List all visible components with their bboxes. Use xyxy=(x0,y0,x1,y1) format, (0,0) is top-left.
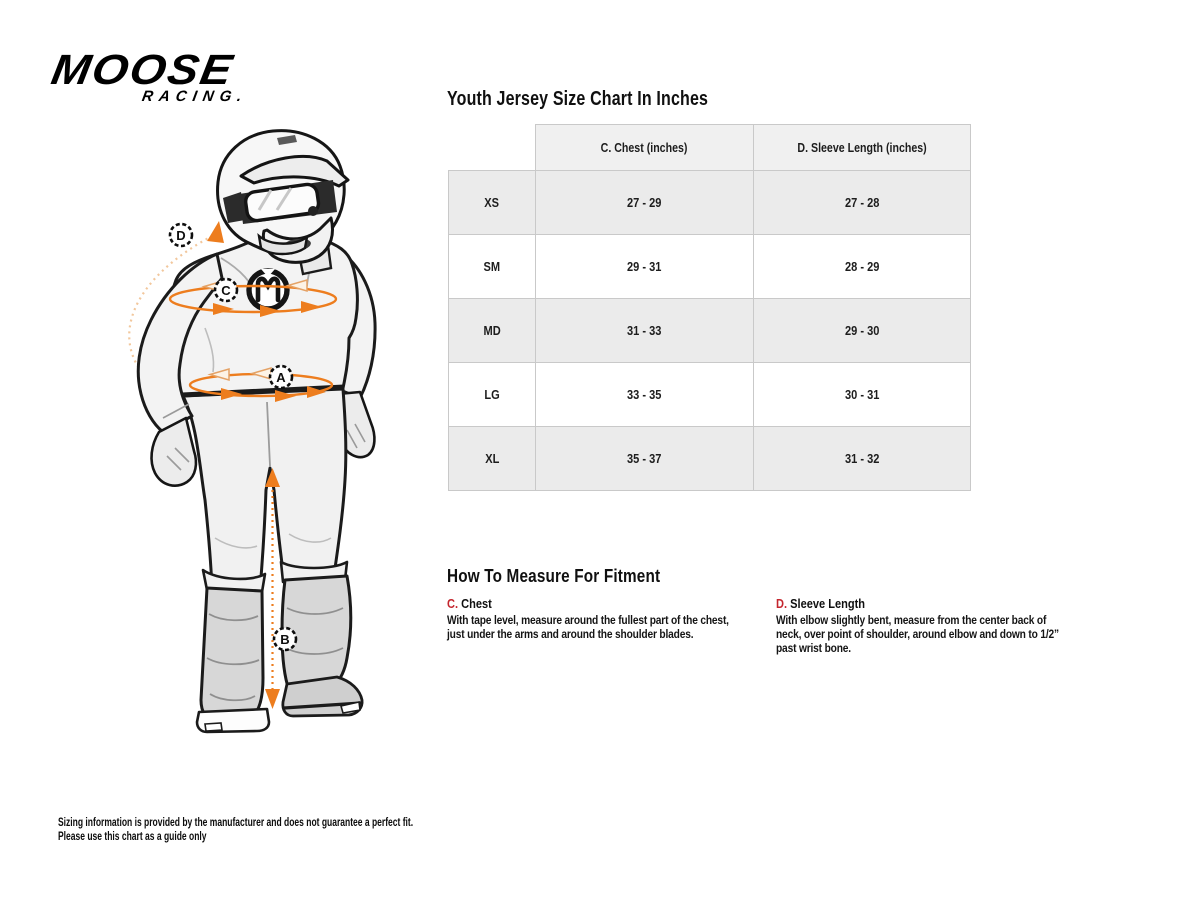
sleeve-value: 30 - 31 xyxy=(754,363,971,427)
measure-item-sleeve-heading xyxy=(776,596,1048,611)
column-header-sleeve: D. Sleeve Length (inches) xyxy=(754,125,971,171)
chest-value: 27 - 29 xyxy=(536,171,754,235)
measure-item-sleeve xyxy=(776,596,1096,655)
size-label: XL xyxy=(449,427,536,491)
measure-label-b xyxy=(274,628,296,650)
chest-value: 35 - 37 xyxy=(536,427,754,491)
table-row-md xyxy=(449,299,971,363)
measure-item-chest xyxy=(447,596,757,655)
size-label: XS xyxy=(449,171,536,235)
size-label: SM xyxy=(449,235,536,299)
brand-logo-moose-text: MOOSE xyxy=(48,45,238,94)
chest-value: 29 - 31 xyxy=(536,235,754,299)
size-chart-title: Youth Jersey Size Chart In Inches xyxy=(447,88,709,110)
goggle-outrigger xyxy=(308,206,318,216)
rider-illustration xyxy=(55,118,445,738)
measure-name-sleeve: Sleeve Length xyxy=(790,596,866,611)
measure-label-d xyxy=(170,224,192,246)
how-to-measure-title: How To Measure For Fitment xyxy=(447,566,661,586)
moose-chest-logo xyxy=(249,269,287,309)
size-chart-corner-cell xyxy=(449,125,536,171)
pants xyxy=(182,387,346,590)
sleeve-value: 28 - 29 xyxy=(754,235,971,299)
svg-text:D: D xyxy=(176,228,186,243)
table-row-sm xyxy=(449,235,971,299)
disclaimer-text: Sizing information is provided by the manufacturer and does not guarantee a perfect fit. Please use this chart as a guide only xyxy=(58,817,414,844)
size-label: LG xyxy=(449,363,536,427)
brand-logo-racing-text: RACING. xyxy=(140,88,249,105)
table-row-lg xyxy=(449,363,971,427)
chest-value: 31 - 33 xyxy=(536,299,754,363)
table-row-xl xyxy=(449,427,971,491)
svg-text:C: C xyxy=(221,283,231,298)
size-chart-table xyxy=(448,124,971,491)
measure-desc-chest: With tape level, measure around the fullest part of the chest, just under the arms and around the shoulder blades. xyxy=(447,613,729,642)
size-label: MD xyxy=(449,299,536,363)
sleeve-value: 29 - 30 xyxy=(754,299,971,363)
chest-value: 33 - 35 xyxy=(536,363,754,427)
measure-label-a xyxy=(270,366,292,388)
measure-name-chest: Chest xyxy=(461,596,492,611)
measure-item-chest-heading xyxy=(447,596,711,611)
size-chart-header-row xyxy=(449,125,971,171)
rider-measurement-diagram xyxy=(55,118,445,738)
table-row-xs xyxy=(449,171,971,235)
column-header-chest: C. Chest (inches) xyxy=(536,125,754,171)
sleeve-value: 27 - 28 xyxy=(754,171,971,235)
how-to-measure-section xyxy=(447,566,1127,655)
brand-logo xyxy=(48,45,251,105)
measure-desc-sleeve: With elbow slightly bent, measure from the center back of neck, over point of shoulder, around elbow and down to 1/2” past wrist bone. xyxy=(776,613,1059,656)
measure-letter-c: C. xyxy=(447,596,459,611)
sleeve-value: 31 - 32 xyxy=(754,427,971,491)
svg-text:A: A xyxy=(276,370,286,385)
measure-label-c xyxy=(215,279,237,301)
measure-letter-d: D. xyxy=(776,596,788,611)
svg-text:B: B xyxy=(280,632,290,647)
